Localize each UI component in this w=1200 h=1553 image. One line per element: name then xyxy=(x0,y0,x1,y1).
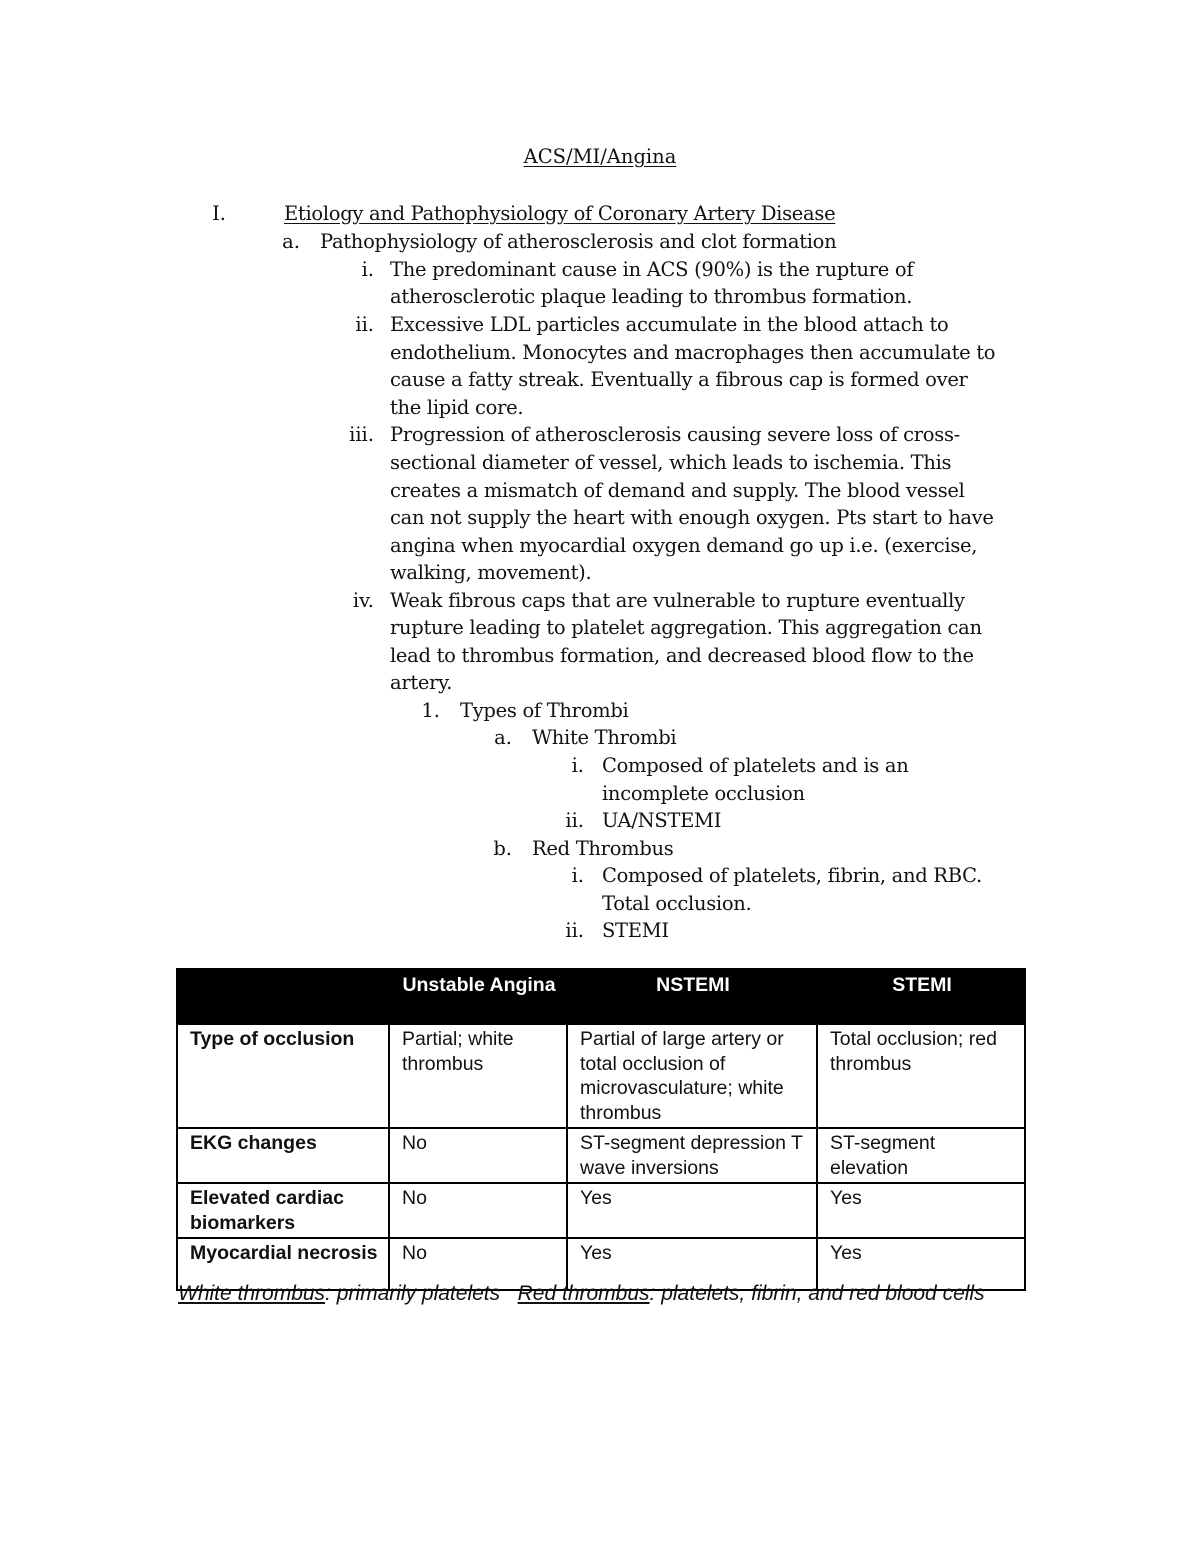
list-item-line: Total occlusion. xyxy=(602,892,752,915)
list-item-line: sectional diameter of vessel, which leads to ischemia. This xyxy=(390,451,952,474)
column-header: Unstable Angina xyxy=(389,969,567,1024)
list-item-marker: i. xyxy=(361,258,374,281)
table-row xyxy=(177,1183,1025,1238)
table-row xyxy=(177,1128,1025,1183)
white-thrombi-heading: White Thrombi xyxy=(532,726,677,749)
section-marker: I. xyxy=(212,202,226,225)
list-item-marker: ii. xyxy=(355,313,374,336)
list-item-line: angina when myocardial oxygen demand go up i.e. (exercise, xyxy=(390,534,978,557)
list-item-marker: ii. xyxy=(565,809,584,832)
table-header-row xyxy=(177,969,1025,1024)
table-cell: ST-segment depression T wave inversions xyxy=(567,1128,817,1183)
red-thrombus-heading: Red Thrombus xyxy=(532,837,674,860)
table-cell: Yes xyxy=(817,1238,1025,1290)
column-header xyxy=(177,969,389,1024)
subsection-heading: Pathophysiology of atherosclerosis and clot formation xyxy=(320,230,837,253)
table-cell: No xyxy=(389,1238,567,1290)
table-cell: Yes xyxy=(567,1238,817,1290)
table-cell: ST-segment elevation xyxy=(817,1128,1025,1183)
column-header: NSTEMI xyxy=(567,969,817,1024)
list-item-line: creates a mismatch of demand and supply. The blood vessel xyxy=(390,479,965,502)
table-cell: Partial of large artery or total occlusion of microvasculature; white thrombus xyxy=(567,1024,817,1128)
list-item-line: rupture leading to platelet aggregation. This aggregation can xyxy=(390,616,982,639)
list-item-line: walking, movement). xyxy=(390,561,592,584)
list-item-line: lead to thrombus formation, and decreased blood flow to the xyxy=(390,644,974,667)
table-footnote xyxy=(178,1280,998,1307)
list-item-line: Excessive LDL particles accumulate in the blood attach to xyxy=(390,313,949,336)
red-thrombus-marker: b. xyxy=(493,837,512,860)
list-item-line: Weak fibrous caps that are vulnerable to rupture eventually xyxy=(390,589,965,612)
thrombi-marker: 1. xyxy=(421,699,440,722)
list-item-line: endothelium. Monocytes and macrophages then accumulate to xyxy=(390,341,996,364)
white-thrombus-label: White thrombus xyxy=(178,1282,326,1305)
list-item-line: The predominant cause in ACS (90%) is the rupture of xyxy=(390,258,914,281)
list-item-marker: i. xyxy=(571,754,584,777)
list-item-marker: i. xyxy=(571,864,584,887)
table-cell: No xyxy=(389,1128,567,1183)
column-header: STEMI xyxy=(817,969,1025,1024)
table-cell: No xyxy=(389,1183,567,1238)
list-item-marker: iii. xyxy=(349,423,374,446)
white-thrombi-marker: a. xyxy=(494,726,512,749)
table-cell: Yes xyxy=(567,1183,817,1238)
red-thrombus-label: Red thrombus xyxy=(517,1282,650,1305)
row-header: Elevated cardiac biomarkers xyxy=(177,1183,389,1238)
page-title: ACS/MI/Angina xyxy=(523,145,677,168)
list-item-line: artery. xyxy=(390,671,453,694)
row-header: Myocardial necrosis xyxy=(177,1238,389,1290)
list-item-line: Progression of atherosclerosis causing severe loss of cross- xyxy=(390,423,960,446)
list-item-line: UA/NSTEMI xyxy=(602,809,722,832)
list-item-line: incomplete occlusion xyxy=(602,782,805,805)
white-thrombus-text: : primarily platelets xyxy=(325,1282,501,1305)
subsection-marker: a. xyxy=(282,230,300,253)
table-row xyxy=(177,1024,1025,1128)
list-item-line: Composed of platelets and is an xyxy=(602,754,909,777)
table-cell: Total occlusion; red thrombus xyxy=(817,1024,1025,1128)
comparison-table xyxy=(176,968,1026,1291)
row-header: Type of occlusion xyxy=(177,1024,389,1128)
table-cell: Partial; white thrombus xyxy=(389,1024,567,1128)
list-item-line: cause a fatty streak. Eventually a fibrous cap is formed over xyxy=(390,368,968,391)
thrombi-heading: Types of Thrombi xyxy=(460,699,629,722)
table-cell: Yes xyxy=(817,1183,1025,1238)
red-thrombus-text: : platelets, fibrin, and red blood cells xyxy=(649,1282,985,1305)
list-item-line: can not supply the heart with enough oxygen. Pts start to have xyxy=(390,506,994,529)
list-item-line: STEMI xyxy=(602,919,669,942)
list-item-marker: iv. xyxy=(352,589,374,612)
list-item-marker: ii. xyxy=(565,919,584,942)
list-item-line: atherosclerotic plaque leading to thrombus formation. xyxy=(390,285,913,308)
list-item-line: Composed of platelets, fibrin, and RBC. xyxy=(602,864,982,887)
section-heading: Etiology and Pathophysiology of Coronary Artery Disease xyxy=(284,202,836,225)
list-item-line: the lipid core. xyxy=(390,396,524,419)
row-header: EKG changes xyxy=(177,1128,389,1183)
